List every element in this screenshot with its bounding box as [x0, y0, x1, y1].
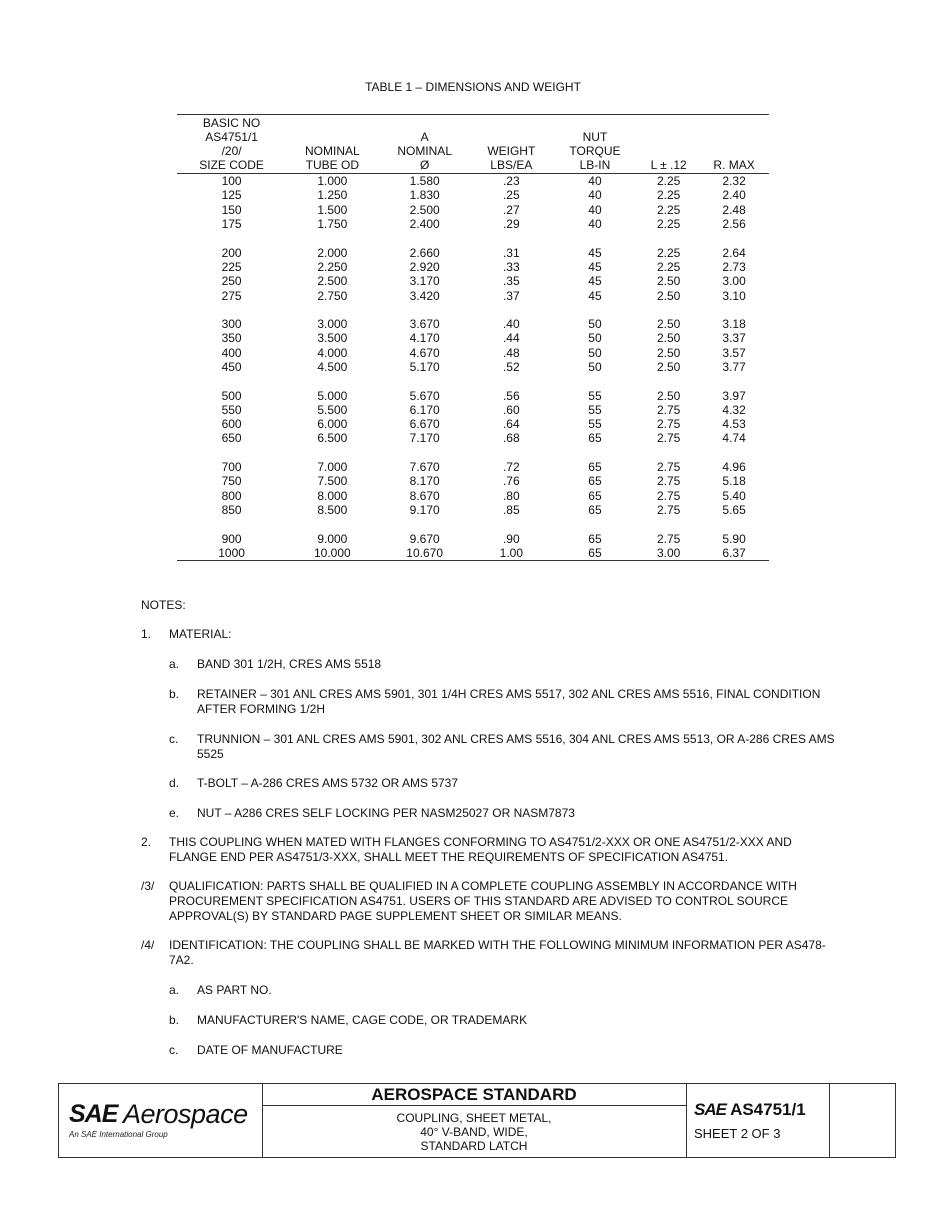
table-cell: .68 [502, 431, 520, 446]
table-cell: 1.000 [317, 174, 348, 189]
table-cell: 3.97 [722, 388, 746, 403]
table-cell: .90 [502, 531, 520, 546]
table-cell: 55 [588, 417, 602, 432]
table-cell: 2.25 [656, 259, 681, 274]
table-cell: 6.500 [317, 431, 348, 446]
table-header-row [177, 115, 769, 174]
table-cell: 1.00 [499, 545, 523, 560]
table-cell: .33 [502, 259, 520, 274]
table-cell: 8.000 [317, 488, 348, 503]
table-cell: 3.10 [722, 288, 746, 303]
table-title: TABLE 1 – DIMENSIONS AND WEIGHT [365, 80, 581, 94]
table-cell: .64 [502, 417, 520, 432]
title-cell [262, 1084, 687, 1157]
note-2: 2. THIS COUPLING WHEN MATED WITH FLANGES CONFORMING TO AS4751/2-XXX OR ONE AS4751/2-XXX AND FLANGE END PER AS4751/3-XXX, SHALL MEET THE REQUIREMENTS OF SPECIFICATION AS4751. [141, 835, 841, 865]
table-cell: 4.670 [409, 345, 440, 360]
table-cell: .27 [502, 202, 520, 217]
table-cell: 400 [221, 345, 242, 360]
table-cell: 45 [588, 245, 602, 260]
table-cell: 2.750 [317, 288, 348, 303]
table-cell: 2.50 [656, 345, 681, 360]
table-cell: 45 [588, 259, 602, 274]
table-cell: 50 [588, 317, 602, 332]
note-text: THIS COUPLING WHEN MATED WITH FLANGES CONFORMING TO AS4751/2-XXX OR ONE AS4751/2-XXX AND FLANGE END PER AS4751/3-XXX, SHALL MEET THE REQUIREMENTS OF SPECIFICATION AS4751. [169, 835, 792, 864]
table-cell: 650 [221, 431, 242, 446]
table-cell: 40 [588, 188, 602, 203]
note-text: MATERIAL: [169, 627, 232, 641]
table-cell: 5.18 [722, 474, 746, 489]
table-cell: 3.000 [317, 317, 348, 332]
column-header: WEIGHT LBS/EA [471, 115, 552, 174]
table-row [177, 388, 769, 402]
table-cell: .52 [502, 360, 520, 374]
table-cell: 3.77 [722, 360, 746, 374]
logo-sae-text: SAE [69, 1100, 118, 1128]
table-cell: 1.830 [409, 188, 440, 203]
table-cell: 2.25 [656, 245, 681, 260]
logo-aerospace-text: Aerospace [123, 1099, 248, 1129]
group-spacer [177, 374, 769, 388]
table-cell: .37 [502, 288, 520, 303]
note-number: 1. [141, 627, 152, 641]
document-description: COUPLING, SHEET METAL, 40° V-BAND, WIDE, STANDARD LATCH [396, 1111, 552, 1153]
table-cell: .35 [502, 274, 520, 289]
table-cell: 7.170 [409, 431, 440, 446]
sheet-number: SHEET 2 OF 3 [694, 1126, 781, 1141]
table-row [177, 531, 769, 545]
table-cell: 450 [221, 360, 242, 374]
table-cell: 65 [588, 474, 602, 489]
table-cell: 225 [221, 259, 242, 274]
table-cell: 2.50 [656, 331, 681, 346]
table-cell: 4.500 [317, 360, 348, 374]
table-cell: 2.50 [656, 360, 681, 374]
group-spacer [177, 517, 769, 531]
table-bottom-rule [177, 560, 769, 561]
table-cell: 5.40 [722, 488, 746, 503]
table-cell: 3.18 [722, 317, 746, 332]
table-cell: 2.48 [722, 202, 746, 217]
table-cell: 2.25 [656, 202, 681, 217]
table-cell: .85 [502, 502, 520, 517]
table-cell: 2.32 [722, 174, 746, 189]
group-spacer [177, 231, 769, 245]
table-cell: 2.000 [317, 245, 348, 260]
table-cell: 5.500 [317, 402, 348, 417]
table-row [177, 331, 769, 345]
table-cell: 7.000 [317, 460, 348, 475]
table-cell: 2.75 [656, 474, 681, 489]
table-cell: 2.50 [656, 274, 681, 289]
blank-cell [829, 1084, 895, 1157]
table-cell: .25 [502, 188, 520, 203]
table-cell: 7.500 [317, 474, 348, 489]
table-cell: .72 [502, 460, 520, 475]
table-cell: .44 [502, 331, 520, 346]
table-cell: 9.670 [409, 531, 440, 546]
document-type: AEROSPACE STANDARD [262, 1084, 686, 1106]
table-cell: 65 [588, 545, 602, 560]
logo-subtitle: An SAE International Group [69, 1130, 168, 1139]
table-row [177, 203, 769, 217]
note-4: /4/ IDENTIFICATION: THE COUPLING SHALL BE MARKED WITH THE FOLLOWING MINIMUM INFORMATION PER AS478-7A2. [141, 938, 841, 968]
table-cell: 2.920 [409, 259, 440, 274]
table-cell: .31 [502, 245, 520, 260]
note-4a: a. AS PART NO. [141, 983, 841, 998]
notes-heading: NOTES: [141, 598, 186, 612]
table-row [177, 317, 769, 331]
note-subitem-text: RETAINER – 301 ANL CRES AMS 5901, 301 1/4H CRES AMS 5517, 302 ANL CRES AMS 5516, FINAL CONDITION AFTER FORMING 1/2H [197, 687, 821, 716]
table-cell: 2.660 [409, 245, 440, 260]
table-cell: 1.750 [317, 217, 348, 232]
note-1c: c. TRUNNION – 301 ANL CRES AMS 5901, 302 ANL CRES AMS 5516, 304 ANL CRES AMS 5513, OR A-286 CRES AMS 5525 [141, 732, 841, 762]
dimensions-table [177, 114, 769, 561]
table-row [177, 503, 769, 517]
table-cell: 40 [588, 174, 602, 189]
note-4c: c. DATE OF MANUFACTURE [141, 1043, 841, 1058]
table-cell: 9.000 [317, 531, 348, 546]
table-cell: 4.53 [722, 417, 746, 432]
note-text: IDENTIFICATION: THE COUPLING SHALL BE MARKED WITH THE FOLLOWING MINIMUM INFORMATION PER AS478-7A2. [169, 938, 826, 967]
table-cell: 50 [588, 331, 602, 346]
table-cell: 3.00 [656, 545, 681, 560]
table-cell: 2.75 [656, 402, 681, 417]
table-cell: .48 [502, 345, 520, 360]
table-cell: 5.170 [409, 360, 440, 374]
table-cell: 3.00 [722, 274, 746, 289]
table-cell: 45 [588, 274, 602, 289]
table-cell: 5.90 [722, 531, 746, 546]
table-cell: .60 [502, 402, 520, 417]
note-subitem-text: BAND 301 1/2H, CRES AMS 5518 [197, 657, 382, 671]
table-cell: 65 [588, 460, 602, 475]
table-cell: 3.500 [317, 331, 348, 346]
table-cell: 3.170 [409, 274, 440, 289]
note-subitem-text: TRUNNION – 301 ANL CRES AMS 5901, 302 ANL CRES AMS 5516, 304 ANL CRES AMS 5513, OR A-286 CRES AMS 5525 [197, 732, 835, 761]
note-1a: a. BAND 301 1/2H, CRES AMS 5518 [141, 657, 841, 672]
table-cell: 2.50 [656, 317, 681, 332]
table-cell: 900 [221, 531, 242, 546]
table-cell: 2.75 [656, 488, 681, 503]
table-row [177, 188, 769, 202]
table-cell: 1000 [218, 545, 245, 560]
sae-aerospace-logo [59, 1084, 263, 1157]
table-cell: 5.65 [722, 502, 746, 517]
table-cell: 9.170 [409, 502, 440, 517]
note-subitem-text: MANUFACTURER'S NAME, CAGE CODE, OR TRADEMARK [197, 1013, 528, 1027]
table-cell: 2.500 [409, 202, 440, 217]
table-cell: 6.670 [409, 417, 440, 432]
table-row [177, 346, 769, 360]
note-1b: b. RETAINER – 301 ANL CRES AMS 5901, 301 1/4H CRES AMS 5517, 302 ANL CRES AMS 5516, FINAL CONDITION AFTER FORMING 1/2H [141, 687, 841, 717]
table-cell: 4.74 [722, 431, 746, 446]
table-row [177, 360, 769, 374]
table-row [177, 217, 769, 231]
table-cell: 1.580 [409, 174, 440, 189]
table-cell: 2.64 [722, 245, 746, 260]
table-cell: 1.500 [317, 202, 348, 217]
table-row [177, 288, 769, 302]
table-cell: 65 [588, 502, 602, 517]
table-row [177, 460, 769, 474]
table-cell: 50 [588, 360, 602, 374]
column-header: A NOMINAL Ø [379, 115, 471, 174]
table-cell: 8.170 [409, 474, 440, 489]
table-cell: 2.50 [656, 288, 681, 303]
sae-mini-logo: SAE [694, 1100, 726, 1119]
column-header: NOMINAL TUBE OD [286, 115, 378, 174]
table-cell: 2.75 [656, 502, 681, 517]
table-row [177, 274, 769, 288]
table-cell: 40 [588, 202, 602, 217]
table-cell: 175 [221, 217, 242, 232]
table-cell: .56 [502, 388, 520, 403]
table-cell: 65 [588, 531, 602, 546]
table-cell: 3.57 [722, 345, 746, 360]
table-cell: 6.37 [722, 545, 746, 560]
table-cell: 750 [221, 474, 242, 489]
table-cell: 2.25 [656, 174, 681, 189]
table-row [177, 546, 769, 560]
table-cell: 200 [221, 245, 242, 260]
table-cell: 40 [588, 217, 602, 232]
table-cell: .29 [502, 217, 520, 232]
note-text: QUALIFICATION: PARTS SHALL BE QUALIFIED IN A COMPLETE COUPLING ASSEMBLY IN ACCORDANCE WITH PROCUREMENT SPECIFICATION AS4751. USERS OF THIS STANDARD ARE ADVISED TO CONTROL SOURCE APPROVAL(S) BY STANDARD PAGE SUPPLEMENT SHEET OR SIMILAR MEANS. [169, 879, 797, 923]
table-row [177, 260, 769, 274]
group-spacer [177, 446, 769, 460]
table-row [177, 245, 769, 259]
table-cell: 2.75 [656, 531, 681, 546]
note-1d: d. T-BOLT – A-286 CRES AMS 5732 OR AMS 5737 [141, 776, 841, 791]
note-1e: e. NUT – A286 CRES SELF LOCKING PER NASM25027 OR NASM7873 [141, 806, 841, 821]
table-cell: 1.250 [317, 188, 348, 203]
note-subitem-text: AS PART NO. [197, 983, 272, 997]
table-cell: 6.170 [409, 402, 440, 417]
table-cell: 65 [588, 431, 602, 446]
note-subitem-text: T-BOLT – A-286 CRES AMS 5732 OR AMS 5737 [197, 776, 459, 790]
table-cell: .80 [502, 488, 520, 503]
table-cell: 2.56 [722, 217, 746, 232]
table-cell: 275 [221, 288, 242, 303]
table-row [177, 489, 769, 503]
table-cell: 8.500 [317, 502, 348, 517]
column-header: BASIC NO AS4751/1 /20/ SIZE CODE [177, 115, 286, 174]
note-4b: b. MANUFACTURER'S NAME, CAGE CODE, OR TRADEMARK [141, 1013, 841, 1028]
table-cell: 2.250 [317, 259, 348, 274]
table-cell: 5.000 [317, 388, 348, 403]
table-cell: 3.670 [409, 317, 440, 332]
table-cell: 3.420 [409, 288, 440, 303]
table-cell: 7.670 [409, 460, 440, 475]
table-cell: 500 [221, 388, 242, 403]
table-cell: 5.670 [409, 388, 440, 403]
table-cell: 6.000 [317, 417, 348, 432]
table-cell: .40 [502, 317, 520, 332]
table-cell: 350 [221, 331, 242, 346]
table-cell: 600 [221, 417, 242, 432]
table-cell: 4.170 [409, 331, 440, 346]
table-cell: .23 [502, 174, 520, 189]
table-cell: 45 [588, 288, 602, 303]
document-id: SAE AS4751/1 [694, 1100, 806, 1119]
table-cell: 55 [588, 388, 602, 403]
column-header: NUT TORQUE LB-IN [552, 115, 638, 174]
note-subitem-text: DATE OF MANUFACTURE [197, 1043, 343, 1057]
table-row [177, 417, 769, 431]
note-1 [141, 627, 841, 642]
table-cell: 300 [221, 317, 242, 332]
table-cell: 10.000 [313, 545, 351, 560]
table-cell: .76 [502, 474, 520, 489]
document-id-cell [686, 1084, 830, 1157]
table-cell: 125 [221, 188, 242, 203]
table-row [177, 474, 769, 488]
table-cell: 100 [221, 174, 242, 189]
table-row [177, 403, 769, 417]
table-cell: 2.75 [656, 417, 681, 432]
column-header: L ± .12 [638, 115, 699, 174]
table-cell: 8.670 [409, 488, 440, 503]
table-cell: 2.40 [722, 188, 746, 203]
table-cell: 65 [588, 488, 602, 503]
table-cell: 550 [221, 402, 242, 417]
table-cell: 2.75 [656, 460, 681, 475]
table-cell: 2.25 [656, 217, 681, 232]
note-3: /3/ QUALIFICATION: PARTS SHALL BE QUALIFIED IN A COMPLETE COUPLING ASSEMBLY IN ACCORDANCE WITH PROCUREMENT SPECIFICATION AS4751. USERS OF THIS STANDARD ARE ADVISED TO CONTROL SOURCE APPROVAL(S) BY STANDARD PAGE SUPPLEMENT SHEET OR SIMILAR MEANS. [141, 879, 841, 924]
table-cell: 10.670 [406, 545, 443, 560]
table-cell: 250 [221, 274, 242, 289]
table-cell: 4.000 [317, 345, 348, 360]
table-cell: 3.37 [722, 331, 746, 346]
note-subitem-text: NUT – A286 CRES SELF LOCKING PER NASM25027 OR NASM7873 [197, 806, 575, 820]
group-spacer [177, 303, 769, 317]
table-cell: 2.73 [722, 259, 746, 274]
table-cell: 50 [588, 345, 602, 360]
table-cell: 4.96 [722, 460, 746, 475]
table-cell: 2.500 [317, 274, 348, 289]
table-cell: 150 [221, 202, 242, 217]
table-row [177, 174, 769, 189]
table-cell: 850 [221, 502, 242, 517]
column-header: R. MAX [699, 115, 769, 174]
table-cell: 800 [221, 488, 242, 503]
table-cell: 55 [588, 402, 602, 417]
table-row [177, 431, 769, 445]
table-cell: 2.25 [656, 188, 681, 203]
table-cell: 4.32 [722, 402, 746, 417]
table-cell: 2.50 [656, 388, 681, 403]
title-block [58, 1083, 896, 1158]
table-cell: 700 [221, 460, 242, 475]
table-cell: 2.400 [409, 217, 440, 232]
table-cell: 2.75 [656, 431, 681, 446]
